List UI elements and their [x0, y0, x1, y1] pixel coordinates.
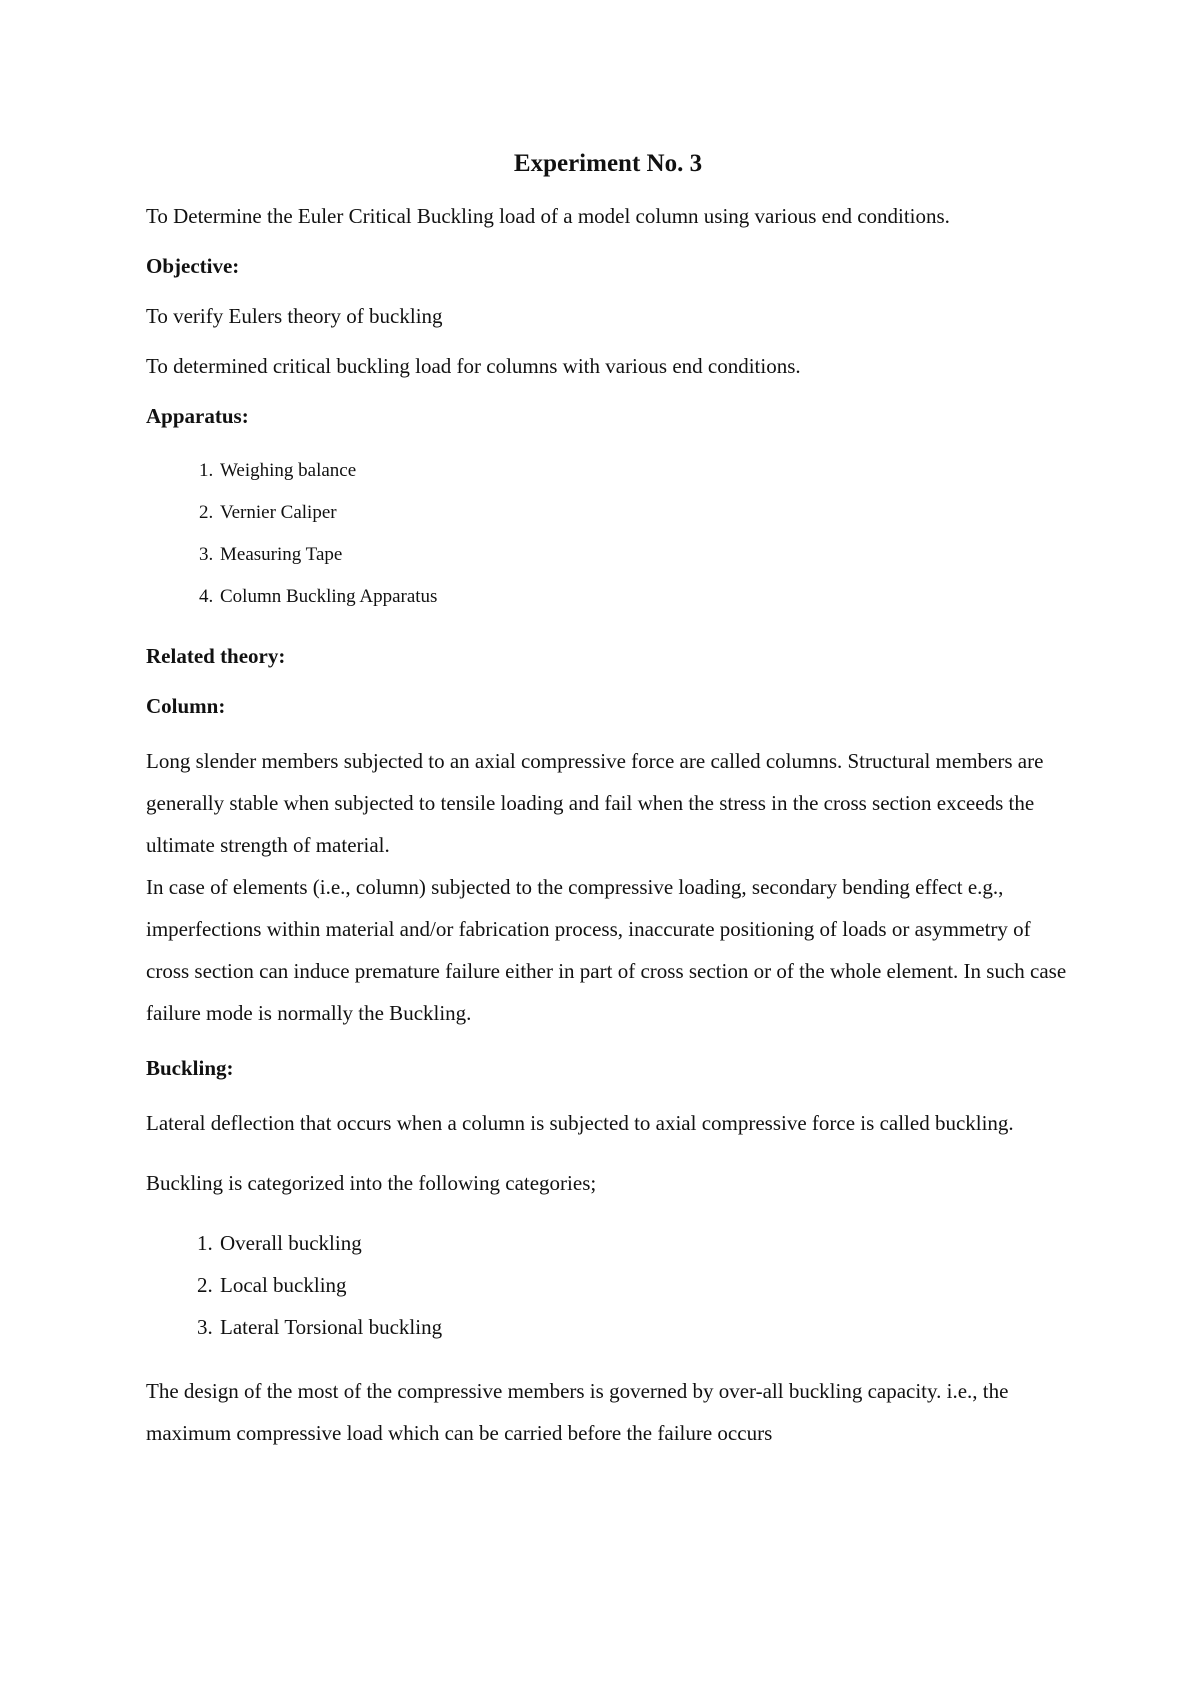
page-title: Experiment No. 3	[513, 150, 703, 177]
buckling-definition: Lateral deflection that occurs when a column is subjected to axial compressive force is called buckling.	[146, 1111, 1014, 1135]
list-item: 2. Vernier Caliper	[218, 492, 1070, 534]
list-item: 1. Weighing balance	[218, 450, 1070, 492]
buckling-categories-list	[146, 1222, 1070, 1348]
objective-line: To verify Eulers theory of buckling	[146, 304, 443, 328]
column-paragraph: Long slender members subjected to an axial compressive force are called columns. Structural members are generally stable when subjected to tensile loading and fail when the stress in the cross section exceeds the ultimate strength of material.	[146, 749, 1044, 857]
column-heading: Column:	[146, 694, 226, 718]
apparatus-list	[146, 450, 1070, 618]
related-theory-heading: Related theory:	[146, 644, 286, 668]
buckling-heading: Buckling:	[146, 1056, 234, 1080]
list-item: 3. Lateral Torsional buckling	[218, 1306, 1070, 1348]
buckling-categories-intro: Buckling is categorized into the following categories;	[146, 1171, 597, 1195]
list-item: 1. Overall buckling	[218, 1222, 1070, 1264]
objective-line: To determined critical buckling load for columns with various end conditions.	[146, 354, 801, 378]
column-paragraph: In case of elements (i.e., column) subjected to the compressive loading, secondary bending effect e.g., imperfections within material and/or fabrication process, inaccurate positioning of loads or asymmetry of cross section can induce premature failure either in part of cross section or of the whole element. In such case failure mode is normally the Buckling.	[146, 875, 1067, 1025]
list-item: 3. Measuring Tape	[218, 534, 1070, 576]
intro-text: To Determine the Euler Critical Buckling load of a model column using various end conditions.	[146, 204, 950, 228]
list-item: 2. Local buckling	[218, 1264, 1070, 1306]
objective-heading: Objective:	[146, 254, 240, 278]
list-item: 4. Column Buckling Apparatus	[218, 576, 1070, 618]
apparatus-heading: Apparatus:	[146, 404, 249, 428]
buckling-closing: The design of the most of the compressive members is governed by over-all buckling capacity. i.e., the maximum compressive load which can be carried before the failure occurs	[146, 1379, 1009, 1445]
